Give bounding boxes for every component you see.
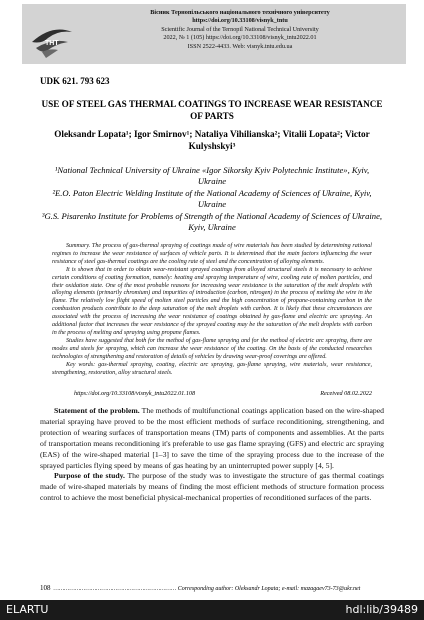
problem-paragraph xyxy=(40,406,384,471)
handle-label[interactable]: hdl:lib/39489 xyxy=(345,603,418,616)
affiliation-1: ¹National Technical University of Ukraine «Igor Sikorsky Kyiv Polytechnic Institute», Kyiv, Ukraine xyxy=(54,165,370,186)
purpose-paragraph xyxy=(40,471,384,504)
journal-header-text xyxy=(80,9,400,51)
article-doi-link[interactable]: https://doi.org/10.33108/visnyk_tntu2022.01.108 xyxy=(74,390,196,397)
svg-text:ТНТ: ТНТ xyxy=(45,40,59,47)
page-footer xyxy=(40,584,384,592)
page-number: 108 xyxy=(40,584,51,592)
udk-code: UDK 621. 793 623 xyxy=(40,76,110,86)
abstract-paragraph: Studies have suggested that both for the method of gas-flame spraying and for the method of electric arc spraying, there are modes and steels for spraying, which can increase the wear resistance of the coating. On the basis of the conducted researches technologies of strengthening and restoration of details of vehicles by drawing wear-proof coverings are offered. xyxy=(52,337,372,360)
article-body xyxy=(40,406,384,504)
journal-logo-icon xyxy=(28,22,76,62)
header-line-2[interactable]: https://doi.org/10.33108/visnyk_tntu xyxy=(192,17,288,25)
problem-text: The methods of multifunctional coatings application based on the wire-shaped material spraying have proved to be the most efficient methods of surface reconditioning, strengthening, and protection of wearing surfaces of transportation means (TM) parts of components and assemblies. At the parts of transportation means reconditioning it's preferable to use gas flame spraying (GFS) and electric arc spraying (EAS) of the wire-shaped material [1–3] to save the time of the spraying process due to the increase of the sprayed particles flying speed by means of gas heating by an uninterrupted power supply [4, 5]. xyxy=(40,406,385,470)
article-authors: Oleksandr Lopata¹; Igor Smirnov¹; Nataliya Vihilianska²; Vitalii Lopata²; Victor Kulyshskyi³ xyxy=(54,129,370,151)
journal-logo xyxy=(28,22,76,62)
affiliation-2: ²E.O. Paton Electric Welding Institute of the National Academy of Sciences of Ukraine, Kyiv, Ukraine xyxy=(52,188,372,209)
purpose-heading: Purpose of the study. xyxy=(54,471,125,481)
doi-line xyxy=(52,390,372,397)
repository-label[interactable]: ELARTU xyxy=(6,603,49,616)
keywords: Key words: gas-thermal spraying, coating, electric arc spraying, gas-flame spraying, wire materials, wear resistance, strengthening, restoration, alloy structural steels. xyxy=(52,361,372,376)
viewer-bottom-bar xyxy=(0,600,424,620)
abstract-paragraph: Summary. The process of gas-thermal spraying of coatings made of wire materials has been studied by determining rational regimes to increase the wear resistance of surfaces of vehicle parts. It is determined that the main factors influencing the wear resistance of steel gas-thermal coatings are the cooling rate of steel and the concentration of alloying elements. xyxy=(52,243,372,265)
article-title: USE OF STEEL GAS THERMAL COATINGS TO INCREASE WEAR RESISTANCE OF PARTS xyxy=(41,99,383,121)
corresponding-author: …………………………………………………………… Corresponding author: Oleksandr Lopata; e-mail: mazagaev73-73@ukr.net xyxy=(53,586,361,592)
purpose-text: The purpose of the study was to investigate the structure of gas thermal coatings made of wire-shaped materials by means of finding the most efficient methods of structure formation process control to achieve the most beneficial physical-mechanical properties of reconditioned surfaces of the parts. xyxy=(40,471,384,503)
abstract-paragraph: It is shown that in order to obtain wear-resistant sprayed coatings from alloyed structural steels it is necessary to achieve certain conditions of coating formation, namely: heating and spraying temperature of wire, cooling rate of molten particles, and their oxidation state. One of the most probable reasons for increasing wear resistance is the saturation of the melt droplets with alloying elements (primarily chromium) and impurities of introduction (carbon, nitrogen) in the process of melting the wire in the flame. The relatively low flight speed of molten steel particles and the high concentration of propane-containing carbon in the combustion products contribute to the deep saturation of the melt droplets with carbon. It is likely that these circumstances are associated with the process of increasing the wear resistance of coatings obtained by gas-flame and electric arc spraying. An additional factor that increases the wear resistance of the sprayed coating may be the saturation of the melt droplets with carbon in the process of melting and spraying using propane flames. xyxy=(52,266,372,336)
received-date: Received 08.02.2022 xyxy=(320,390,372,397)
header-line-4: 2022, № 1 (105) https://doi.org/10.33108/visnyk_tntu2022.01 xyxy=(163,34,317,42)
header-line-3: Scientific Journal of the Ternopil National Technical University xyxy=(161,25,319,33)
affiliation-3: ³G.S. Pisarenko Institute for Problems of Strength of the National Academy of Sciences of Ukraine, Kyiv, Ukraine xyxy=(41,211,383,232)
header-line-1: Вісник Тернопільського національного технічного університету xyxy=(150,9,330,16)
abstract xyxy=(52,243,372,377)
problem-heading: Statement of the problem. xyxy=(54,406,140,415)
header-line-5: ISSN 2522-4433. Web: visnyk.tntu.edu.ua xyxy=(187,42,293,50)
